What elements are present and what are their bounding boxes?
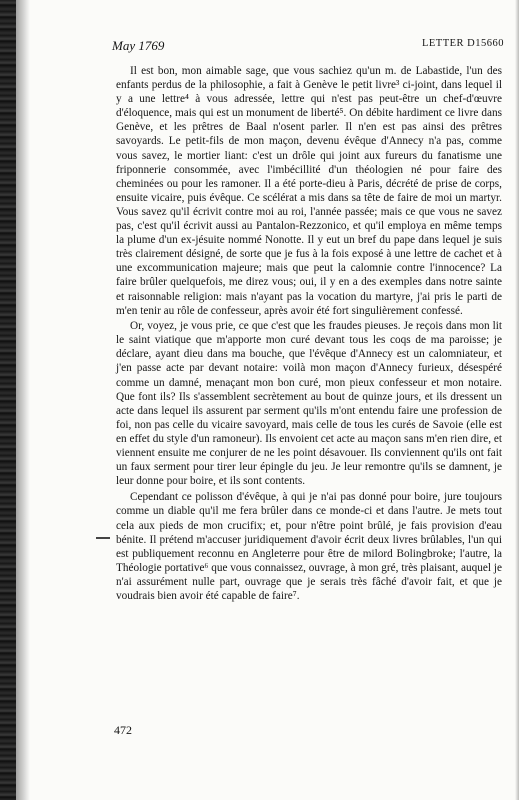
header-letter-ref: LETTER D15660 <box>421 38 504 49</box>
binding-edge <box>0 0 16 800</box>
binding-shadow <box>16 0 30 800</box>
paragraph-1: Il est bon, mon aimable sage, que vous sachiez qu'un m. de Labastide, l'un des enfants perdus de la philosophie, a fait à Genève le petit livre³ ci-joint, dans lequel il y a une lettre⁴ à vous adressée, lettre qui n'est pas peut-être un chef-d'œuvre d'éloquence, mais qui est un monument de liberté⁵. On débite hardiment ce livre dans Genève, et les prêtres de Baal n'osent parler. Il n'en est pas ainsi des prêtres savoyards. Le petit-fils de mon maçon, devenu évêque d'Annecy n'a pas, comme vous savez, le mortier liant: c'est un drôle qui joint aux fureurs du fanatisme une friponnerie consommée, avec l'imbécillité d'un théologien né pour faire des cheminées ou pour les ramoner. Il a été porte-dieu à Paris, décrété de prise de corps, ensuite vicaire, puis évêque. Ce scélérat a mis dans sa tête de faire de moi un martyr. Vous savez qu'il écrivit contre moi au roi, l'année passée; mais ce que vous ne savez pas, c'est qu'il écrivit aussi au Pantalon-Rezzonico, et qu'il employa en même temps la plume d'un ex-jésuite nommé Nonotte. Il y eut un bref du pape dans lequel je suis très clairement désigné, de sorte que je fus à la fois exposé à une lettre de cachet et à une excommunication majeure; mais que peut la calomnie contre l'innocence? La faire brûler quelquefois, me direz vous; oui, il y en a des exemples dans notre sainte et raisonnable religion: mais n'ayant pas la vocation du martyre, j'ai pris le parti de m'en tenir au rôle de confesseur, après avoir été fort singulièrement confessé. <box>116 65 502 317</box>
paragraph-2: Or, voyez, je vous prie, ce que c'est que les fraudes pieuses. Je reçois dans mon lit le saint viatique que m'apporte mon curé devant tous les coqs de ma paroisse; je déclare, ayant dieu dans ma bouche, que l'évêque d'Annecy est un calomniateur, et j'en passe acte par devant notaire: voilà mon maçon d'Annecy furieux, désespéré comme un damné, menaçant mon bon curé, mon pieux confesseur et mon notaire. Que font ils? Ils s'assemblent secrètement au bout de quinze jours, et ils dressent un acte dans lequel ils assurent par serment qu'ils m'ont entendu faire une profession de foi, non pas celle du vicaire savoyard, mais celle de tous les curés de Savoie (elle est en effet du style d'un ramoneur). Ils envoient cet acte au maçon sans m'en rien dire, et viennent ensuite me conjurer de ne les point désavouer. Ils conviennent qu'ils ont fait un faux serment pour tirer leur épingle du jeu. Je leur remontre qu'ils se damnent, je leur donne pour boire, et ils sont contents. <box>116 320 502 488</box>
paragraph-3: Cependant ce polisson d'évêque, à qui je n'ai pas donné pour boire, jure toujours comme un diable qu'il me fera brûler dans ce monde-ci et dans l'autre. Je mets tout cela aux pieds de mon crucifix; et, pour n'être point brûlé, je fais provision d'eau bénite. Il prétend m'accuser juridiquement d'avoir écrit deux livres brûlables, l'un qui est publiquement reconnu en Angleterre pour être de milord Bolingbroke; l'autre, la Théologie portative⁶ que vous connaissez, ouvrage, à mon gré, très plaisant, auquel je n'ai assurément nulle part, ouvrage que je serais très fâché d'avoir fait, et que je voudrais bien avoir été capable de faire⁷. <box>116 491 502 602</box>
header-date: May 1769 <box>112 38 165 53</box>
running-header <box>112 38 504 56</box>
letter-body <box>116 64 502 605</box>
page-edge <box>515 0 519 800</box>
margin-mark <box>96 537 110 539</box>
page-number: 472 <box>114 723 132 737</box>
